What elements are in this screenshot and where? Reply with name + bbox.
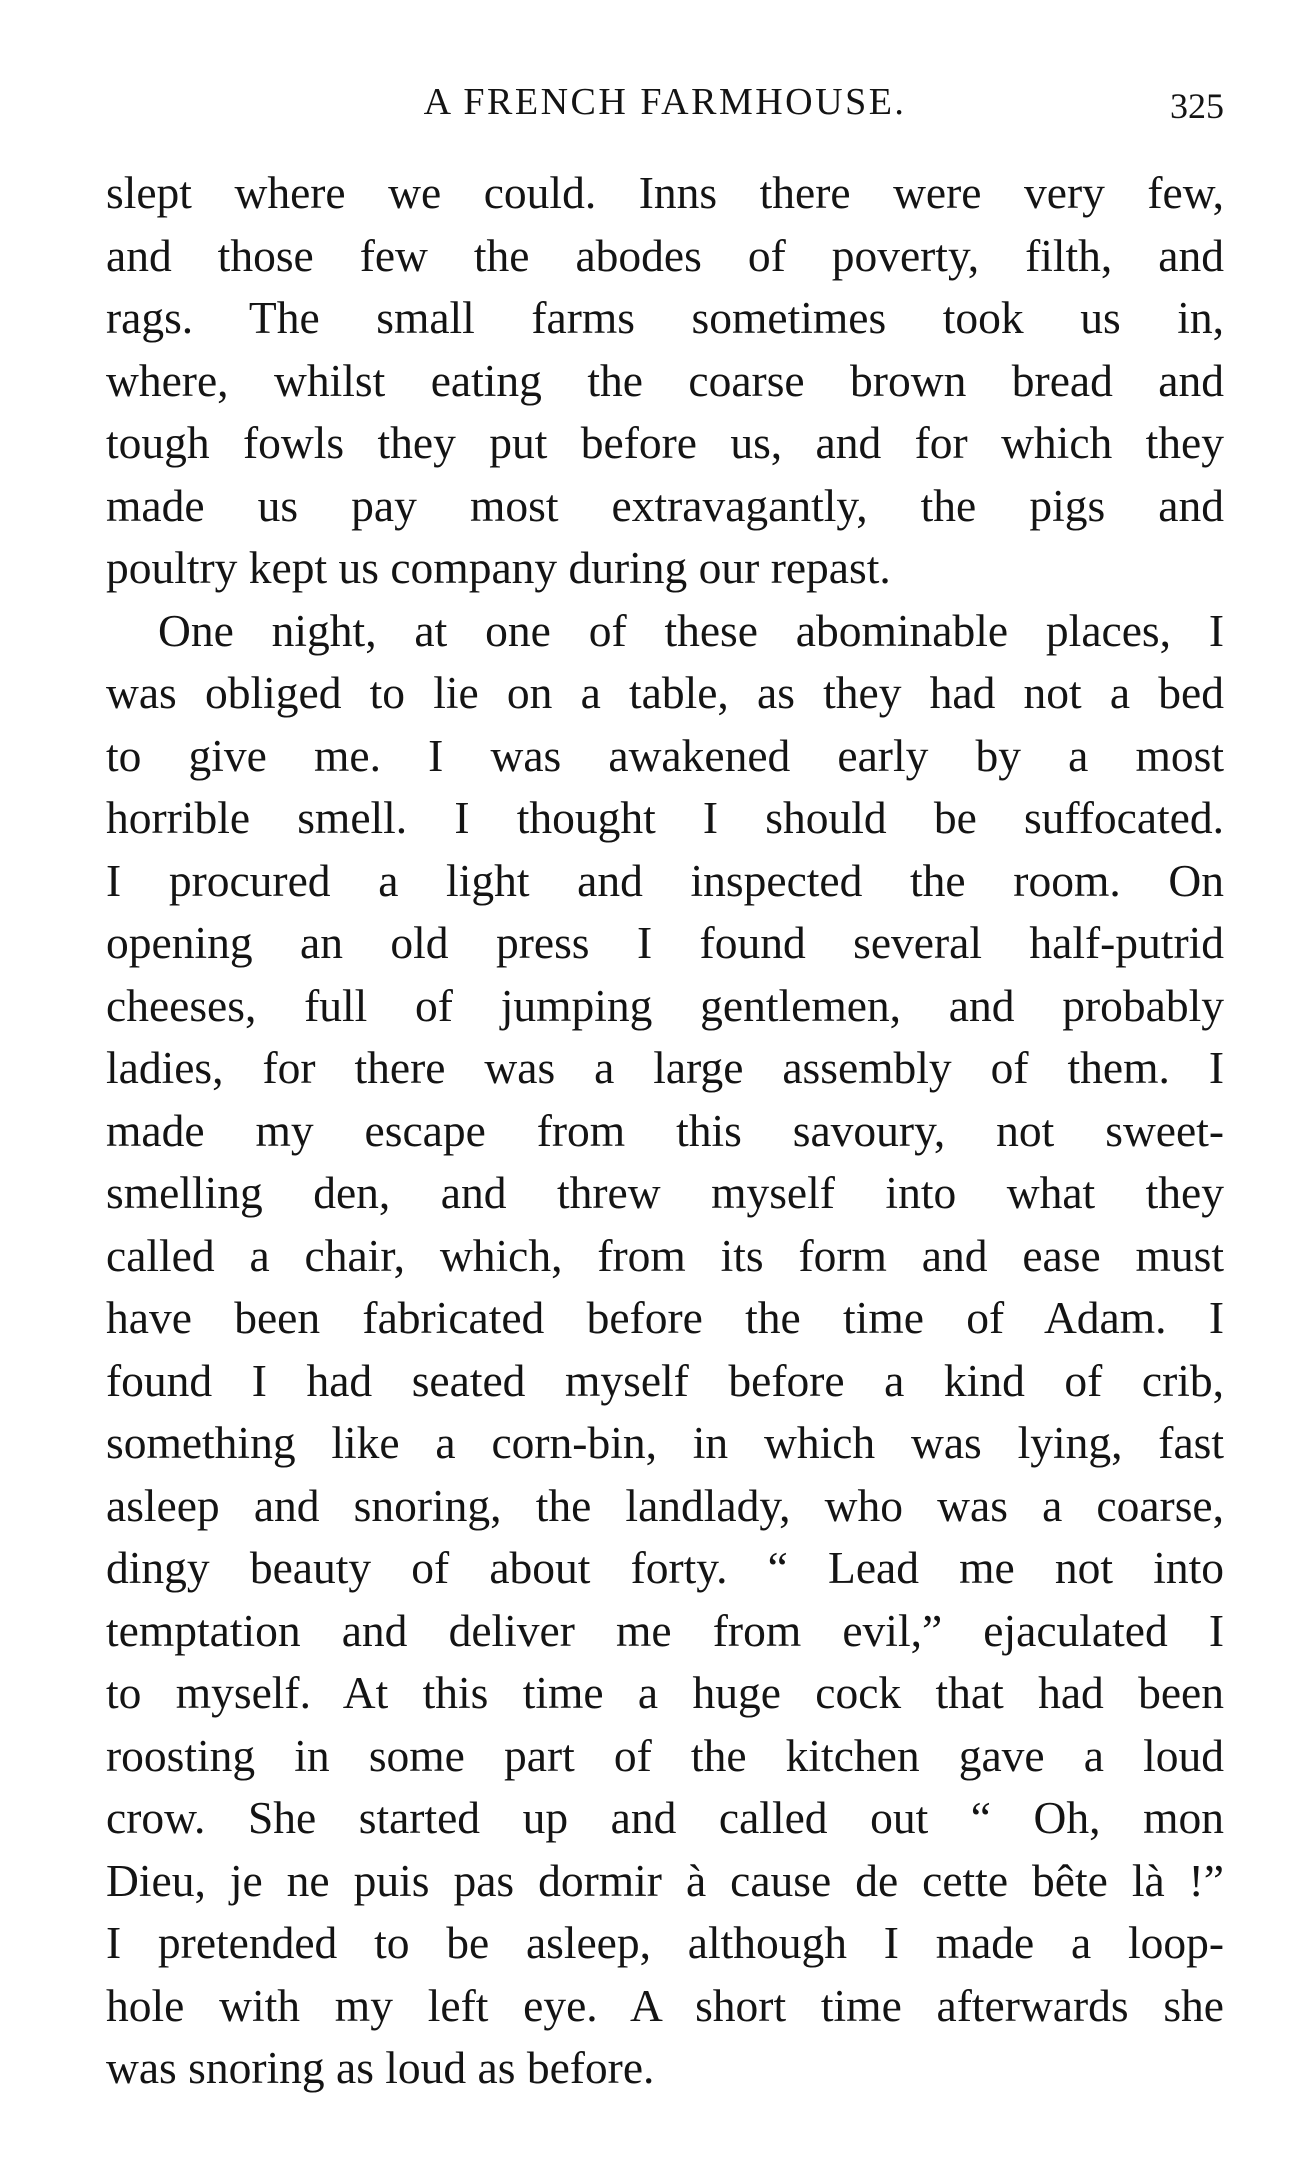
- text-line: something like a corn-bin, in which was lying, fast: [106, 1417, 1224, 1468]
- page-number: 325: [1170, 86, 1224, 126]
- text-line: hole with my left eye. A short time afterwards she: [106, 1979, 1224, 2031]
- text-line: I pretended to be asleep, although I made a loop-: [106, 1917, 1224, 1968]
- text-line: rags. The small farms sometimes took us in,: [106, 292, 1224, 343]
- text-line: ladies, for there was a large assembly of them. I: [106, 1042, 1224, 1093]
- text-line: made my escape from this savoury, not sweet-: [106, 1104, 1224, 1156]
- text-line: to give me. I was awakened early by a most: [106, 729, 1224, 781]
- text-line: to myself. At this time a huge cock that had been: [106, 1667, 1224, 1718]
- text-line: cheeses, full of jumping gentlemen, and probably: [106, 979, 1224, 1031]
- text-line: called a chair, which, from its form and ease must: [106, 1229, 1224, 1281]
- text-line: slept where we could. Inns there were very few,: [106, 167, 1224, 218]
- text-line: and those few the abodes of poverty, filth, and: [106, 229, 1224, 281]
- text-line: I procured a light and inspected the room. On: [106, 854, 1224, 906]
- text-line: where, whilst eating the coarse brown bread and: [106, 354, 1224, 406]
- paragraph-1: [106, 162, 1224, 600]
- text-line: was obliged to lie on a table, as they had not a bed: [106, 667, 1224, 718]
- running-title: A FRENCH FARMHOUSE.: [423, 81, 907, 123]
- text-line: One night, at one of these abominable places, I: [158, 604, 1224, 656]
- text-line: made us pay most extravagantly, the pigs and: [106, 479, 1224, 531]
- text-line: temptation and deliver me from evil,” ejaculated I: [106, 1604, 1224, 1656]
- text-line: have been fabricated before the time of Adam. I: [106, 1292, 1224, 1343]
- text-line: was snoring as loud as before.: [106, 2042, 655, 2093]
- text-line: smelling den, and threw myself into what they: [106, 1167, 1224, 1218]
- running-head: [106, 72, 1224, 132]
- text-line: dingy beauty of about forty. “ Lead me not into: [106, 1542, 1224, 1593]
- text-line: poultry kept us company during our repast.: [106, 542, 891, 593]
- text-line: found I had seated myself before a kind of crib,: [106, 1354, 1224, 1406]
- text-line: horrible smell. I thought I should be suffocated.: [106, 792, 1224, 843]
- text-line: crow. She started up and called out “ Oh, mon: [106, 1792, 1224, 1843]
- text-line: Dieu, je ne puis pas dormir à cause de cette bête là !”: [106, 1854, 1224, 1906]
- text-line: tough fowls they put before us, and for which they: [106, 417, 1224, 468]
- paragraph-2: [106, 600, 1224, 2100]
- body-text: [106, 162, 1224, 2100]
- text-line: roosting in some part of the kitchen gave a loud: [106, 1729, 1224, 1781]
- text-line: opening an old press I found several half-putrid: [106, 917, 1224, 968]
- text-line: asleep and snoring, the landlady, who was a coarse,: [106, 1479, 1224, 1531]
